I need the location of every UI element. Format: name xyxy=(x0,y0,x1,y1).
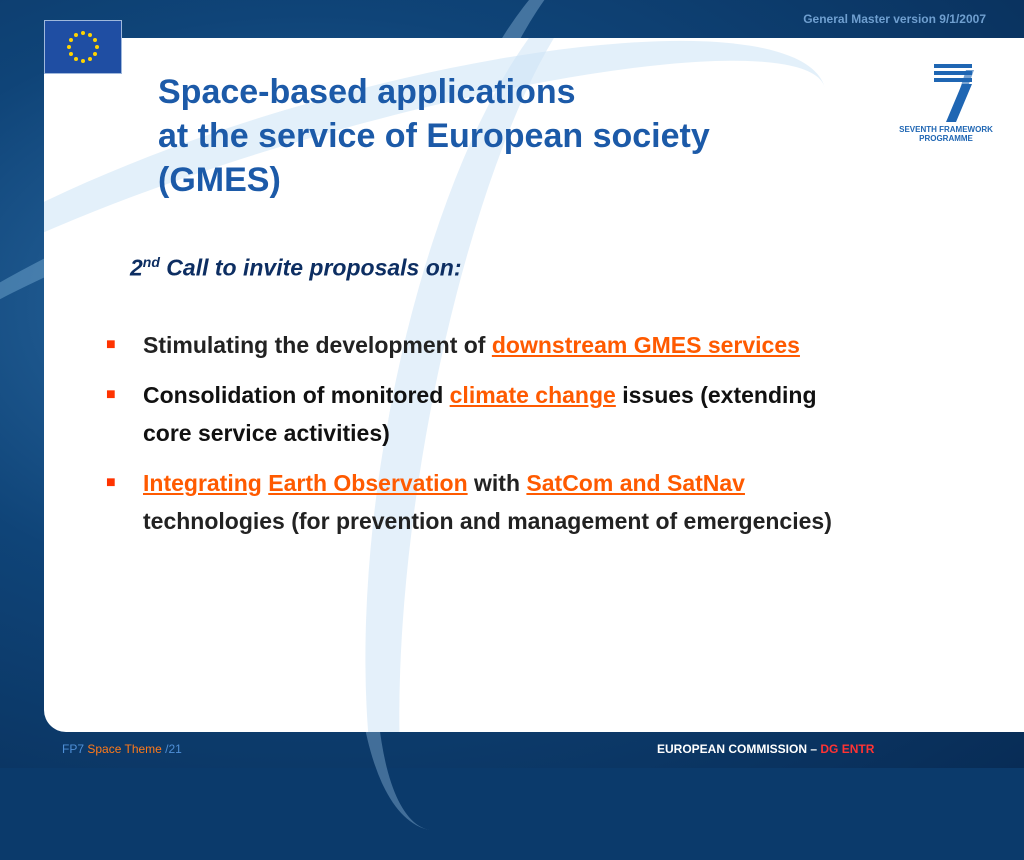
bullet-list xyxy=(106,326,866,552)
fp7-logo xyxy=(896,62,996,146)
version-note: General Master version 9/1/2007 xyxy=(803,12,986,26)
footer-left xyxy=(62,742,182,756)
bullet-item xyxy=(106,376,866,452)
link-downstream-gmes-services[interactable]: downstream GMES services xyxy=(491,332,800,358)
slide-title xyxy=(158,70,710,202)
bullet-text: technologies (for prevention and management of emergencies) xyxy=(143,508,832,534)
eu-flag-icon xyxy=(44,20,122,74)
bullet-square-icon: ■ xyxy=(106,474,116,491)
bullet-text: Stimulating the development of xyxy=(143,332,492,358)
footer-theme: Space Theme xyxy=(87,742,162,756)
subtitle-text: Call to invite proposals on: xyxy=(159,254,462,281)
footer-right xyxy=(657,742,874,756)
footer-prefix: FP7 xyxy=(62,742,88,756)
bullet-item xyxy=(106,464,866,540)
link-climate-change[interactable]: climate change xyxy=(449,382,616,408)
subtitle-ordinal: 2 xyxy=(130,254,143,281)
title-line-1: Space-based applications xyxy=(158,73,576,111)
bullet-text: with xyxy=(467,470,527,496)
slide-subtitle xyxy=(130,254,462,282)
bullet-text: Consolidation of monitored xyxy=(143,382,450,408)
footer-org: EUROPEAN COMMISSION – xyxy=(657,742,821,756)
title-line-3: (GMES) xyxy=(158,161,281,199)
fp7-logo-line2: PROGRAMME xyxy=(919,134,973,143)
fp7-logo-line1: SEVENTH FRAMEWORK xyxy=(899,125,993,134)
bullet-square-icon: ■ xyxy=(106,336,116,353)
bullet-item xyxy=(106,326,866,364)
footer-page: /21 xyxy=(161,742,182,756)
link-earth-observation[interactable]: Earth Observation xyxy=(268,470,468,496)
footer-dg: DG ENTR xyxy=(820,742,875,756)
bullet-square-icon: ■ xyxy=(106,386,116,403)
subtitle-ordinal-suffix: nd xyxy=(142,254,160,270)
link-integrating[interactable]: Integrating xyxy=(143,470,262,496)
bullet-text: issues (extending core service activities) xyxy=(143,382,817,446)
link-satcom-satnav[interactable]: SatCom and SatNav xyxy=(526,470,745,496)
title-line-2: at the service of European society xyxy=(158,117,710,155)
